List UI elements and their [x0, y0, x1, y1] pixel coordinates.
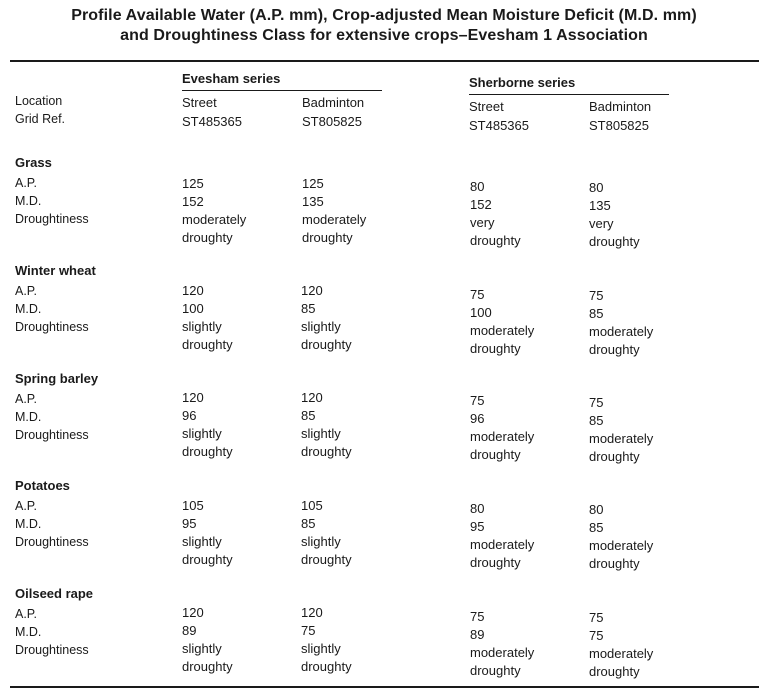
- value-droughtiness-word: droughty: [589, 342, 640, 357]
- value-droughtiness-class: moderately: [302, 212, 367, 227]
- value-droughtiness-word: droughty: [470, 663, 521, 678]
- crop-name: Spring barley: [15, 371, 99, 386]
- value-droughtiness-class: moderately: [589, 431, 654, 446]
- value-droughtiness-word: droughty: [182, 230, 233, 245]
- crop-name: Winter wheat: [15, 263, 96, 278]
- value-droughtiness-class: moderately: [589, 324, 654, 339]
- value-droughtiness-word: droughty: [182, 337, 233, 352]
- row-label-ap: A.P.: [15, 284, 38, 298]
- value-droughtiness-word: droughty: [589, 556, 640, 571]
- crop-name: Potatoes: [15, 478, 70, 493]
- value-ap: 105: [182, 498, 204, 513]
- top-rule: [10, 60, 759, 62]
- value-ap: 120: [301, 283, 323, 298]
- value-droughtiness-word: droughty: [470, 447, 521, 462]
- row-label-droughtiness: Droughtiness: [15, 535, 89, 549]
- value-md: 100: [470, 305, 492, 320]
- value-droughtiness-class: slightly: [182, 641, 222, 656]
- value-md: 152: [182, 194, 204, 209]
- value-md: 96: [470, 411, 485, 426]
- crop-name: Grass: [15, 155, 52, 170]
- value-droughtiness-word: droughty: [589, 234, 640, 249]
- row-label-ap: A.P.: [15, 607, 38, 621]
- value-droughtiness-class: moderately: [182, 212, 247, 227]
- value-md: 85: [589, 413, 604, 428]
- value-md: 85: [589, 520, 604, 535]
- row-label-md: M.D.: [15, 517, 42, 531]
- row-label-md: M.D.: [15, 194, 42, 208]
- value-ap: 75: [589, 288, 604, 303]
- location-grid-ref: ST805825: [302, 114, 362, 129]
- value-md: 85: [301, 408, 316, 423]
- row-label-ap: A.P.: [15, 176, 38, 190]
- value-ap: 120: [182, 605, 204, 620]
- location-name: Badminton: [302, 95, 365, 110]
- row-label-droughtiness: Droughtiness: [15, 643, 89, 657]
- value-droughtiness-class: slightly: [182, 319, 222, 334]
- value-ap: 120: [182, 283, 204, 298]
- value-droughtiness-class: moderately: [589, 646, 654, 661]
- crop-name: Oilseed rape: [15, 586, 94, 601]
- value-ap: 75: [470, 393, 485, 408]
- value-droughtiness-class: moderately: [470, 537, 535, 552]
- row-label-droughtiness: Droughtiness: [15, 212, 89, 226]
- row-label-md: M.D.: [15, 302, 42, 316]
- value-droughtiness-word: droughty: [589, 664, 640, 679]
- value-ap: 120: [301, 390, 323, 405]
- value-ap: 75: [589, 395, 604, 410]
- value-droughtiness-word: droughty: [182, 552, 233, 567]
- row-label-md: M.D.: [15, 410, 42, 424]
- value-ap: 80: [470, 179, 485, 194]
- series-heading-evesham: Evesham series: [182, 71, 281, 86]
- location-name: Street: [469, 99, 504, 114]
- value-droughtiness-word: droughty: [182, 444, 233, 459]
- value-droughtiness-word: droughty: [182, 659, 233, 674]
- value-droughtiness-word: droughty: [470, 555, 521, 570]
- row-label-ap: A.P.: [15, 499, 38, 513]
- value-md: 85: [589, 306, 604, 321]
- gridref-label: Grid Ref.: [15, 112, 66, 126]
- value-droughtiness-word: droughty: [589, 449, 640, 464]
- value-md: 96: [182, 408, 197, 423]
- value-droughtiness-word: droughty: [470, 233, 521, 248]
- value-droughtiness-class: slightly: [301, 319, 341, 334]
- value-droughtiness-class: slightly: [182, 534, 222, 549]
- location-label: Location: [15, 94, 63, 108]
- value-droughtiness-class: very: [470, 215, 495, 230]
- value-md: 75: [301, 623, 316, 638]
- value-md: 95: [182, 516, 197, 531]
- value-droughtiness-class: slightly: [301, 426, 341, 441]
- series-heading-sherborne: Sherborne series: [469, 75, 576, 90]
- value-ap: 120: [182, 390, 204, 405]
- value-ap: 125: [302, 176, 324, 191]
- value-ap: 125: [182, 176, 204, 191]
- series-underline-sherborne: [469, 94, 669, 95]
- location-name: Street: [182, 95, 217, 110]
- location-grid-ref: ST485365: [469, 118, 529, 133]
- row-label-md: M.D.: [15, 625, 42, 639]
- location-grid-ref: ST805825: [589, 118, 649, 133]
- value-md: 100: [182, 301, 204, 316]
- value-ap: 75: [470, 287, 485, 302]
- value-droughtiness-word: droughty: [470, 341, 521, 356]
- value-droughtiness-class: slightly: [301, 534, 341, 549]
- row-label-ap: A.P.: [15, 392, 38, 406]
- value-md: 75: [589, 628, 604, 643]
- value-ap: 75: [589, 610, 604, 625]
- value-ap: 80: [470, 501, 485, 516]
- value-droughtiness-word: droughty: [301, 337, 352, 352]
- series-underline-evesham: [182, 90, 382, 91]
- value-droughtiness-word: droughty: [302, 230, 353, 245]
- value-ap: 105: [301, 498, 323, 513]
- value-ap: 80: [589, 502, 604, 517]
- value-md: 95: [470, 519, 485, 534]
- location-grid-ref: ST485365: [182, 114, 242, 129]
- value-droughtiness-class: slightly: [182, 426, 222, 441]
- value-droughtiness-class: very: [589, 216, 614, 231]
- value-droughtiness-word: droughty: [301, 659, 352, 674]
- value-md: 89: [182, 623, 197, 638]
- row-label-droughtiness: Droughtiness: [15, 320, 89, 334]
- table-title-line-1: Profile Available Water (A.P. mm), Crop-adjusted Mean Moisture Deficit (M.D. mm): [71, 7, 697, 24]
- value-ap: 80: [589, 180, 604, 195]
- value-droughtiness-word: droughty: [301, 552, 352, 567]
- value-md: 89: [470, 627, 485, 642]
- table-title-line-2: and Droughtiness Class for extensive crops–Evesham 1 Association: [120, 27, 648, 44]
- value-md: 135: [589, 198, 611, 213]
- value-droughtiness-class: moderately: [470, 429, 535, 444]
- value-droughtiness-class: slightly: [301, 641, 341, 656]
- location-name: Badminton: [589, 99, 652, 114]
- value-md: 85: [301, 516, 316, 531]
- value-droughtiness-class: moderately: [589, 538, 654, 553]
- value-ap: 120: [301, 605, 323, 620]
- value-md: 85: [301, 301, 316, 316]
- value-droughtiness-class: moderately: [470, 323, 535, 338]
- value-ap: 75: [470, 609, 485, 624]
- value-md: 135: [302, 194, 324, 209]
- value-droughtiness-class: moderately: [470, 645, 535, 660]
- value-md: 152: [470, 197, 492, 212]
- bottom-rule: [10, 686, 759, 688]
- value-droughtiness-word: droughty: [301, 444, 352, 459]
- row-label-droughtiness: Droughtiness: [15, 428, 89, 442]
